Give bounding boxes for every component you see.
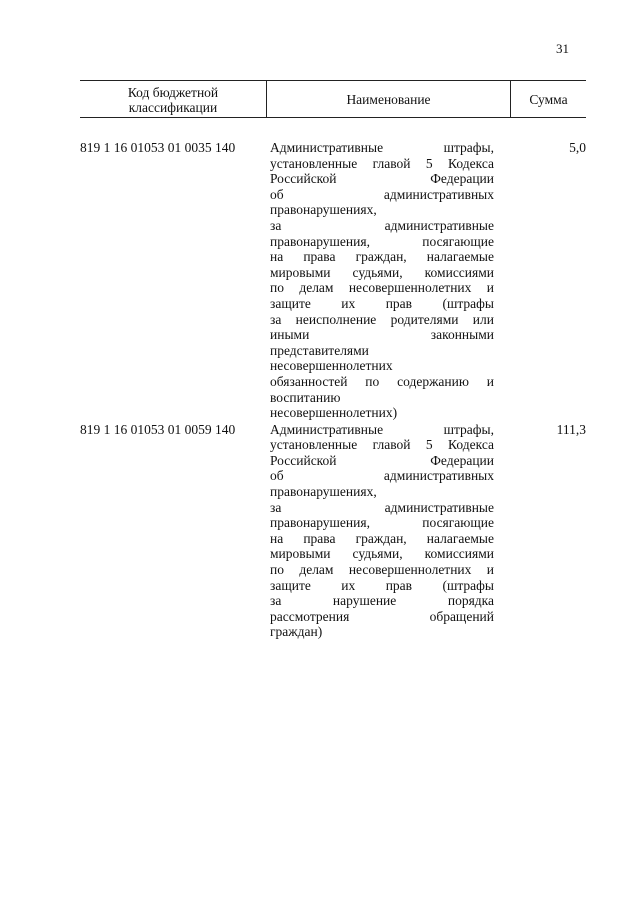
row-name-line: несовершеннолетних — [270, 358, 393, 374]
table-body — [80, 140, 586, 640]
row-name-line: за административные — [270, 217, 494, 233]
row-name — [270, 140, 494, 421]
table-row — [80, 422, 586, 640]
page-number: 31 — [556, 41, 569, 56]
row-name — [270, 422, 494, 640]
row-name-line: по делам несовершеннолетних и — [270, 280, 494, 296]
row-name-line: правонарушениях, — [270, 484, 377, 500]
row-name-line: иными законными — [270, 327, 494, 343]
table-row — [80, 140, 586, 421]
row-name-line: обязанностей по содержанию и — [270, 373, 494, 389]
row-name-line: по делам несовершеннолетних и — [270, 562, 494, 578]
header-name: Наименование — [266, 81, 511, 117]
row-name-line: воспитанию — [270, 389, 341, 405]
row-name-line: об административных — [270, 468, 494, 484]
row-name-line: правонарушения, посягающие — [270, 233, 494, 249]
row-name-line: об административных — [270, 186, 494, 202]
row-sum: 5,0 — [569, 140, 586, 155]
row-name-line: Административные штрафы, — [270, 140, 494, 155]
row-name-line: за нарушение порядка — [270, 593, 494, 609]
row-name-line: Административные штрафы, — [270, 421, 494, 437]
row-name-line: рассмотрения обращений — [270, 608, 494, 624]
row-code: 819 1 16 01053 01 0035 140 — [80, 140, 236, 155]
row-name-line: на права граждан, налагаемые — [270, 249, 494, 265]
row-name-line: правонарушения, посягающие — [270, 515, 494, 531]
table-header — [80, 80, 586, 118]
row-name-line: представителями — [270, 342, 369, 358]
row-name-line: Российской Федерации — [270, 452, 494, 468]
row-name-line: защите их прав (штрафы — [270, 295, 494, 311]
row-name-line: за неисполнение родителями или — [270, 311, 494, 327]
row-name-line: за административные — [270, 499, 494, 515]
header-code-line1: Код бюджетной — [127, 84, 219, 100]
row-name-line: правонарушениях, — [270, 202, 377, 218]
row-name-line: установленные главой 5 Кодекса — [270, 437, 494, 453]
row-name-line: защите их прав (штрафы — [270, 577, 494, 593]
header-code — [80, 81, 266, 117]
row-name-line: мировыми судьями, комиссиями — [270, 264, 494, 280]
row-name-line: несовершеннолетних) — [270, 405, 398, 421]
row-name-line: на права граждан, налагаемые — [270, 530, 494, 546]
header-code-line2: классификации — [128, 99, 218, 115]
header-row — [80, 80, 586, 118]
row-sum: 111,3 — [556, 421, 586, 437]
header-sum: Сумма — [529, 91, 568, 107]
row-code: 819 1 16 01053 01 0059 140 — [80, 421, 236, 437]
row-name-line: Российской Федерации — [270, 171, 494, 187]
row-name-line: граждан) — [270, 624, 323, 640]
row-name-line: установленные главой 5 Кодекса — [270, 155, 494, 171]
row-name-line: мировыми судьями, комиссиями — [270, 546, 494, 562]
